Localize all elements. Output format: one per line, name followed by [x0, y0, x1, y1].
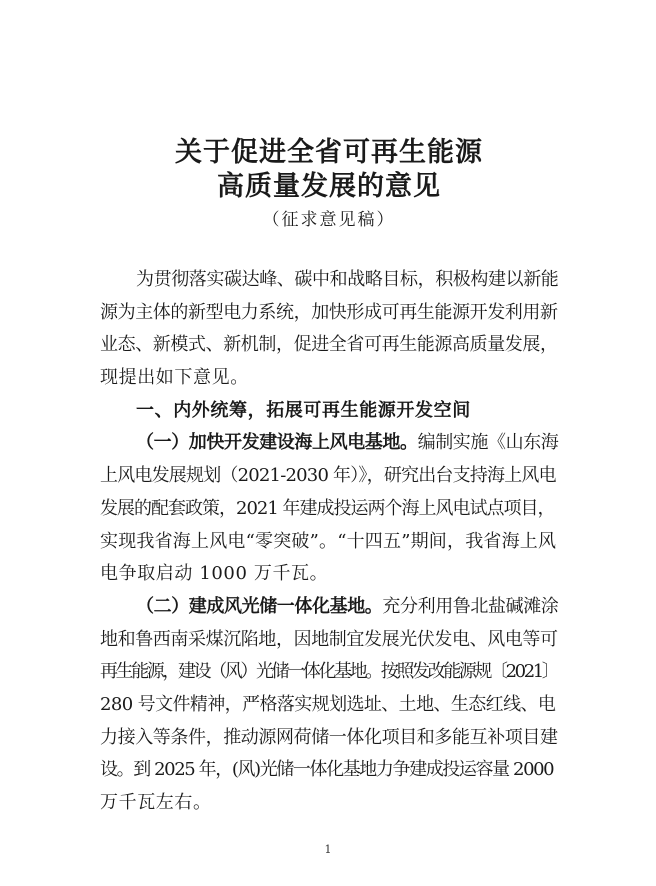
item-1-line-2: 上风电发展规划（2021-2030 年）》，研究出台支持海上风电: [100, 465, 556, 487]
item-1-head: （一）加快开发建设海上风电基地。: [136, 432, 418, 454]
intro-line-3: 业态、新模式、新机制，促进全省可再生能源高质量发展，: [100, 334, 558, 356]
item-2-line-2: 地和鲁西南采煤沉陷地，因地制宜发展光伏发电、风电等可: [100, 628, 558, 650]
item-1-line-4: 实现我省海上风电“零突破”。“十四五”期间，我省海上风: [100, 530, 557, 552]
section-1-heading: [100, 395, 558, 428]
item-2-line-4: 280 号文件精神，严格落实规划选址、土地、生态红线、电: [100, 693, 556, 715]
intro-line-2: 源为主体的新型电力系统，加快形成可再生能源开发利用新: [100, 301, 558, 323]
item-1-line-5: 电争取启动 1000 万千瓦。: [100, 563, 329, 585]
intro-line-4: 现提出如下意见。: [100, 367, 249, 389]
document-title: [100, 136, 558, 204]
item-1-line-1: [100, 427, 558, 460]
item-1-line-3: 发展的配套政策，2021 年建成投运两个海上风电试点项目，: [100, 497, 555, 519]
item-1-first-line-rest: 编制实施《山东海: [417, 432, 559, 454]
item-2-line-5: 力接入等条件，推动源网荷储一体化项目和多能互补项目建: [100, 726, 558, 748]
title-line-2: 高质量发展的意见: [217, 171, 441, 202]
page-number: 1: [324, 843, 332, 856]
section-heading-text: 一、内外统筹，拓展可再生能源开发空间: [136, 399, 471, 421]
item-2-line-3: 再生能源，建设（风）光储一体化基地。按照发改能源规〔2021〕: [100, 661, 558, 683]
item-2-line-7: 万千瓦左右。: [100, 792, 212, 813]
document-body: [100, 264, 558, 820]
item-2-line-6: 设。到 2025 年，(风)光储一体化基地力争建成投运容量 2000: [100, 759, 554, 781]
item-1-paragraph: [100, 427, 558, 590]
title-line-1: 关于促进全省可再生能源: [175, 137, 483, 168]
item-2-head: （二）建成风光储一体化基地。: [136, 595, 383, 617]
item-2-paragraph: [100, 591, 558, 820]
item-2-first-line-rest: 充分利用鲁北盐碱滩涂: [382, 595, 559, 617]
document-subtitle: （征求意见稿）: [262, 210, 396, 230]
item-2-line-1: [100, 591, 558, 624]
intro-line-1: 为贯彻落实碳达峰、碳中和战略目标，积极构建以新能: [136, 269, 559, 290]
intro-paragraph: [100, 264, 558, 395]
